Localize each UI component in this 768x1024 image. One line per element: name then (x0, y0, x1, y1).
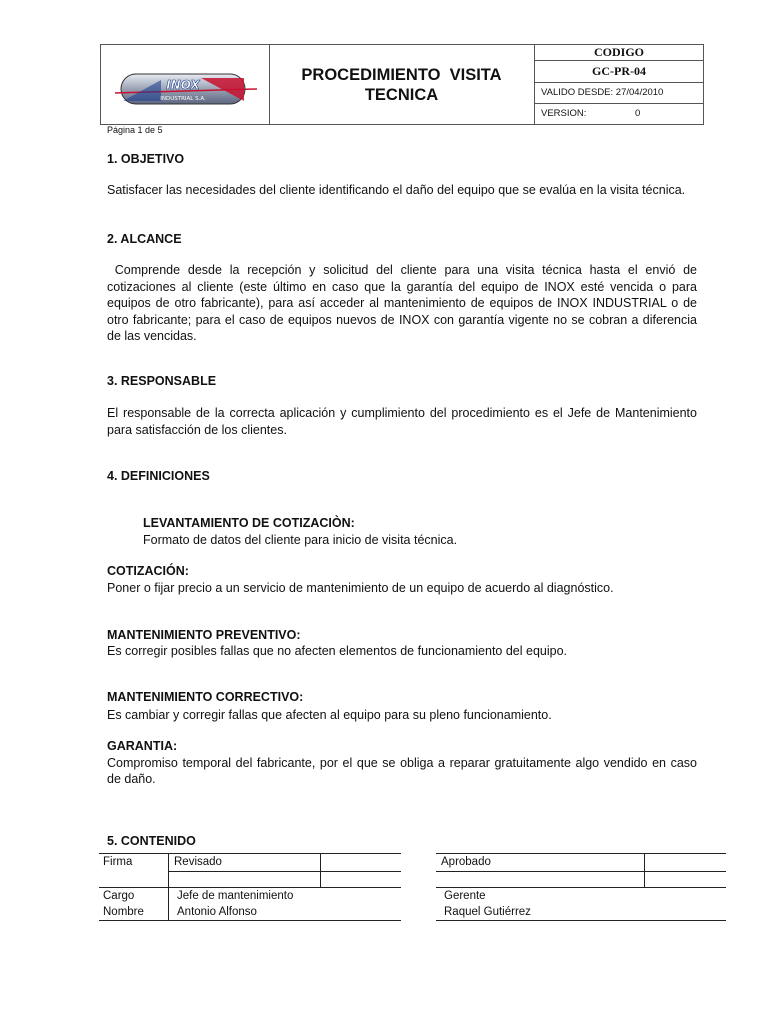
definition-term: MANTENIMIENTO PREVENTIVO: (107, 628, 301, 642)
definition-term: MANTENIMIENTO CORRECTIVO: (107, 690, 304, 704)
nombre-value-revisado: Antonio Alfonso (177, 906, 257, 918)
table-rule (99, 887, 401, 888)
definition-text: Es cambiar y corregir fallas que afecten al equipo para su pleno funcionamiento. (107, 708, 552, 722)
cargo-value-aprobado: Gerente (444, 890, 486, 902)
valido-desde: VALIDO DESDE: 27/04/2010 (535, 83, 703, 104)
nombre-label: Nombre (103, 906, 144, 918)
document-title (269, 45, 535, 124)
responsable-text: El responsable de la correcta aplicación y cumplimiento del procedimiento es el Jefe de Mantenimiento para satisfacción de los clientes. (107, 406, 697, 437)
document-header (100, 44, 704, 125)
logo-cell (101, 45, 270, 124)
title-line-1: PROCEDIMIENTO VISITA (301, 65, 502, 84)
definition-text: Poner o fijar precio a un servicio de mantenimiento de un equipo de acuerdo al diagnóstico. (107, 581, 614, 595)
objetivo-text: Satisfacer las necesidades del cliente identificando el daño del equipo que se evalúa en la visita técnica. (107, 183, 686, 197)
alcance-text: Comprende desde la recepción y solicitud del cliente para una visita técnica hasta el envió de cotizaciones al cliente (este último en caso que la garantía del equipo de INOX esté vencida o para equipos de otro fabricante), para así acceder al mantenimiento de equipos de INOX INDUSTRIAL o de otro fabricante; para el caso de equipos nuevos de INOX con garantía vigente no se cobran a diferencia de las vencidas. (107, 263, 697, 343)
table-rule (99, 920, 401, 921)
table-rule (436, 920, 726, 921)
codigo-value: GC-PR-04 (535, 61, 703, 83)
table-rule (644, 853, 645, 887)
table-rule (436, 887, 726, 888)
nombre-value-aprobado: Raquel Gutiérrez (444, 906, 531, 918)
definition-term: COTIZACIÓN: (107, 564, 189, 578)
codigo-label: CODIGO (535, 45, 703, 61)
definition-term: LEVANTAMIENTO DE COTIZACIÒN: (143, 516, 355, 530)
version-value: 0 (635, 108, 641, 119)
definition-text: Es corregir posibles fallas que no afecten elementos de funcionamiento del equipo. (107, 644, 568, 658)
firma-label: Firma (103, 856, 133, 868)
section-heading-definiciones: 4. DEFINICIONES (107, 469, 210, 483)
definition-text: Compromiso temporal del fabricante, por el que se obliga a reparar gratuitamente algo vendido en caso de daño. (107, 756, 697, 786)
title-line-2: TECNICA (364, 85, 439, 104)
table-rule (436, 871, 726, 872)
table-rule (436, 853, 726, 854)
table-rule (99, 853, 401, 854)
section-heading-contenido: 5. CONTENIDO (107, 834, 196, 848)
section-heading-objetivo: 1. OBJETIVO (107, 152, 185, 166)
table-rule (320, 853, 321, 887)
cargo-label: Cargo (103, 890, 135, 902)
inox-logo (101, 45, 269, 124)
section-heading-responsable: 3. RESPONSABLE (107, 374, 217, 388)
section-heading-alcance: 2. ALCANCE (107, 232, 182, 246)
version-label: VERSION: (541, 108, 587, 119)
page-number: Página 1 de 5 (107, 125, 163, 135)
definition-term: GARANTIA: (107, 739, 178, 753)
revisado-label: Revisado (174, 856, 222, 868)
version-row (535, 104, 703, 124)
table-rule (168, 853, 169, 920)
aprobado-label: Aprobado (441, 856, 491, 868)
cargo-value-revisado: Jefe de mantenimiento (177, 890, 294, 902)
definition-text: Formato de datos del cliente para inicio de visita técnica. (143, 533, 458, 547)
table-rule (168, 871, 401, 872)
logo-text: INOX (166, 78, 200, 92)
logo-subtext: INDUSTRIAL S.A. (160, 96, 206, 102)
